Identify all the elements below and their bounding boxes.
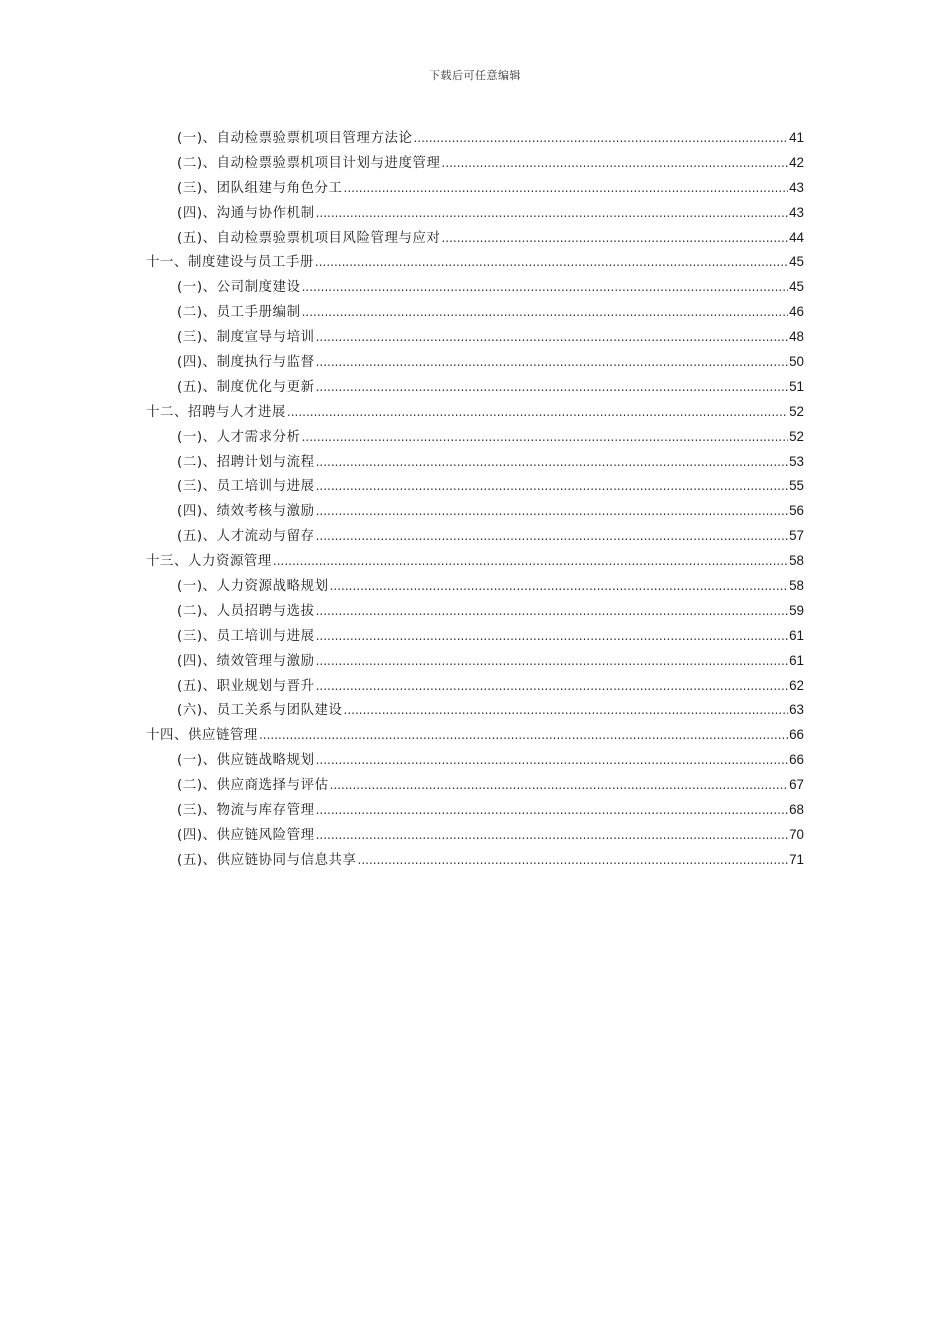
toc-entry-title: (二)、招聘计划与流程 xyxy=(177,454,315,470)
toc-section-entry[interactable] xyxy=(177,474,804,499)
toc-dot-leader xyxy=(315,250,788,275)
toc-dot-leader xyxy=(287,400,788,425)
toc-entry-title: (三)、制度宣导与培训 xyxy=(177,330,315,346)
toc-entry-title: (一)、人力资源战略规划 xyxy=(177,579,329,595)
toc-dot-leader xyxy=(316,798,789,823)
toc-dot-leader xyxy=(273,549,788,574)
toc-page-number: 42 xyxy=(789,154,804,170)
toc-section-entry[interactable] xyxy=(177,773,804,798)
toc-page-number: 52 xyxy=(789,403,804,419)
toc-section-entry[interactable] xyxy=(177,325,804,350)
toc-page-number: 55 xyxy=(789,478,804,494)
toc-entry-title: (四)、沟通与协作机制 xyxy=(177,205,315,221)
toc-page-number: 41 xyxy=(789,130,804,145)
toc-section-entry[interactable] xyxy=(177,350,804,375)
toc-dot-leader xyxy=(316,201,789,226)
toc-entry-title: (二)、人员招聘与选拔 xyxy=(177,603,315,619)
toc-section-entry[interactable] xyxy=(177,748,804,773)
toc-entry-title: 十一、制度建设与员工手册 xyxy=(146,255,314,271)
toc-entry-title: (六)、员工关系与团队建设 xyxy=(177,703,343,719)
toc-dot-leader xyxy=(316,599,789,624)
toc-dot-leader xyxy=(259,723,788,748)
toc-section-entry[interactable] xyxy=(177,698,804,723)
toc-section-entry[interactable] xyxy=(177,226,804,251)
toc-entry-title: (三)、物流与库存管理 xyxy=(177,803,315,819)
toc-dot-leader xyxy=(316,624,789,649)
toc-section-entry[interactable] xyxy=(177,201,804,226)
toc-page-number: 71 xyxy=(789,851,804,867)
toc-section-entry[interactable] xyxy=(177,599,804,624)
toc-dot-leader xyxy=(358,848,789,873)
toc-dot-leader xyxy=(316,748,789,773)
toc-entry-title: (五)、职业规划与晋升 xyxy=(177,678,315,694)
toc-page-number: 43 xyxy=(789,204,804,220)
toc-section-entry[interactable] xyxy=(177,499,804,524)
toc-page-number: 61 xyxy=(789,627,804,643)
toc-dot-leader xyxy=(316,499,789,524)
page-header: 下载后可任意编辑 xyxy=(429,69,521,82)
toc-page-number: 52 xyxy=(789,428,804,444)
toc-section-entry[interactable] xyxy=(177,151,804,176)
toc-entry-title: (一)、供应链战略规划 xyxy=(177,753,315,769)
toc-entry-title: (一)、自动检票验票机项目管理方法论 xyxy=(177,131,413,146)
toc-section-entry[interactable] xyxy=(177,524,804,549)
toc-chapter-entry[interactable] xyxy=(146,723,804,748)
toc-dot-leader xyxy=(441,226,788,251)
toc-section-entry[interactable] xyxy=(177,848,804,873)
toc-entry-title: 十三、人力资源管理 xyxy=(146,554,272,570)
toc-page-number: 66 xyxy=(789,752,804,768)
toc-entry-title: (三)、员工培训与进展 xyxy=(177,628,315,644)
toc-dot-leader xyxy=(302,275,789,300)
toc-page-number: 58 xyxy=(789,578,804,594)
toc-dot-leader xyxy=(441,151,788,176)
toc-entry-title: (五)、自动检票验票机项目风险管理与应对 xyxy=(177,230,441,246)
toc-entry-title: (四)、供应链风险管理 xyxy=(177,827,315,843)
toc-entry-title: (二)、员工手册编制 xyxy=(177,305,301,321)
toc-section-entry[interactable] xyxy=(177,275,804,300)
toc-page-number: 43 xyxy=(789,179,804,195)
toc-section-entry[interactable] xyxy=(177,649,804,674)
toc-dot-leader xyxy=(316,823,789,848)
toc-page-number: 56 xyxy=(789,503,804,519)
toc-page-number: 62 xyxy=(789,677,804,693)
toc-entry-title: (五)、制度优化与更新 xyxy=(177,379,315,395)
toc-page-number: 45 xyxy=(789,254,804,270)
toc-entry-title: (五)、供应链协同与信息共享 xyxy=(177,852,357,868)
toc-chapter-entry[interactable] xyxy=(146,549,804,574)
toc-entry-title: (三)、团队组建与角色分工 xyxy=(177,180,343,196)
toc-dot-leader xyxy=(330,574,789,599)
toc-entry-title: (四)、绩效管理与激励 xyxy=(177,653,315,669)
toc-section-entry[interactable] xyxy=(177,375,804,400)
toc-dot-leader xyxy=(302,425,789,450)
toc-page-number: 66 xyxy=(789,727,804,743)
toc-dot-leader xyxy=(330,773,789,798)
toc-dot-leader xyxy=(316,674,789,699)
toc-entry-title: (二)、自动检票验票机项目计划与进度管理 xyxy=(177,155,441,171)
toc-dot-leader xyxy=(344,176,789,201)
toc-dot-leader xyxy=(316,474,789,499)
toc-page-number: 48 xyxy=(789,329,804,345)
toc-dot-leader xyxy=(414,126,789,151)
toc-page-number: 44 xyxy=(789,229,804,245)
toc-section-entry[interactable] xyxy=(177,674,804,699)
toc-section-entry[interactable] xyxy=(177,798,804,823)
toc-page-number: 70 xyxy=(789,826,804,842)
toc-chapter-entry[interactable] xyxy=(146,250,804,275)
toc-entry-title: (四)、绩效考核与激励 xyxy=(177,504,315,520)
toc-dot-leader xyxy=(316,649,789,674)
toc-entry-title: (五)、人才流动与留存 xyxy=(177,529,315,545)
toc-page-number: 45 xyxy=(789,279,804,295)
toc-page-number: 63 xyxy=(789,702,804,718)
toc-section-entry[interactable] xyxy=(177,823,804,848)
toc-section-entry[interactable] xyxy=(177,300,804,325)
toc-page-number: 53 xyxy=(789,453,804,469)
toc-chapter-entry[interactable] xyxy=(146,400,804,425)
toc-dot-leader xyxy=(316,325,789,350)
toc-entry-title: (一)、人才需求分析 xyxy=(177,429,301,445)
toc-page-number: 58 xyxy=(789,553,804,569)
toc-page-number: 57 xyxy=(789,528,804,544)
toc-section-entry[interactable] xyxy=(177,624,804,649)
table-of-contents xyxy=(0,126,950,873)
toc-dot-leader xyxy=(316,375,789,400)
toc-entry-title: (四)、制度执行与监督 xyxy=(177,355,315,371)
toc-entry-title: 十二、招聘与人才进展 xyxy=(146,404,286,420)
toc-page-number: 50 xyxy=(789,354,804,370)
toc-page-number: 68 xyxy=(789,802,804,818)
toc-entry-title: (一)、公司制度建设 xyxy=(177,280,301,296)
toc-entry-title: 十四、供应链管理 xyxy=(146,728,258,744)
toc-section-entry[interactable] xyxy=(177,425,804,450)
toc-page-number: 51 xyxy=(789,378,804,394)
toc-section-entry[interactable] xyxy=(177,574,804,599)
toc-dot-leader xyxy=(316,524,789,549)
toc-page-number: 67 xyxy=(789,777,804,793)
toc-dot-leader xyxy=(302,300,789,325)
toc-page-number: 61 xyxy=(789,652,804,668)
toc-dot-leader xyxy=(316,350,789,375)
toc-entry-title: (二)、供应商选择与评估 xyxy=(177,778,329,794)
toc-entry-title: (三)、员工培训与进展 xyxy=(177,479,315,495)
toc-page-number: 59 xyxy=(789,602,804,618)
toc-dot-leader xyxy=(316,450,789,475)
toc-section-entry[interactable] xyxy=(177,176,804,201)
toc-section-entry[interactable] xyxy=(177,126,804,151)
toc-page-number: 46 xyxy=(789,304,804,320)
toc-dot-leader xyxy=(344,698,789,723)
toc-section-entry[interactable] xyxy=(177,450,804,475)
